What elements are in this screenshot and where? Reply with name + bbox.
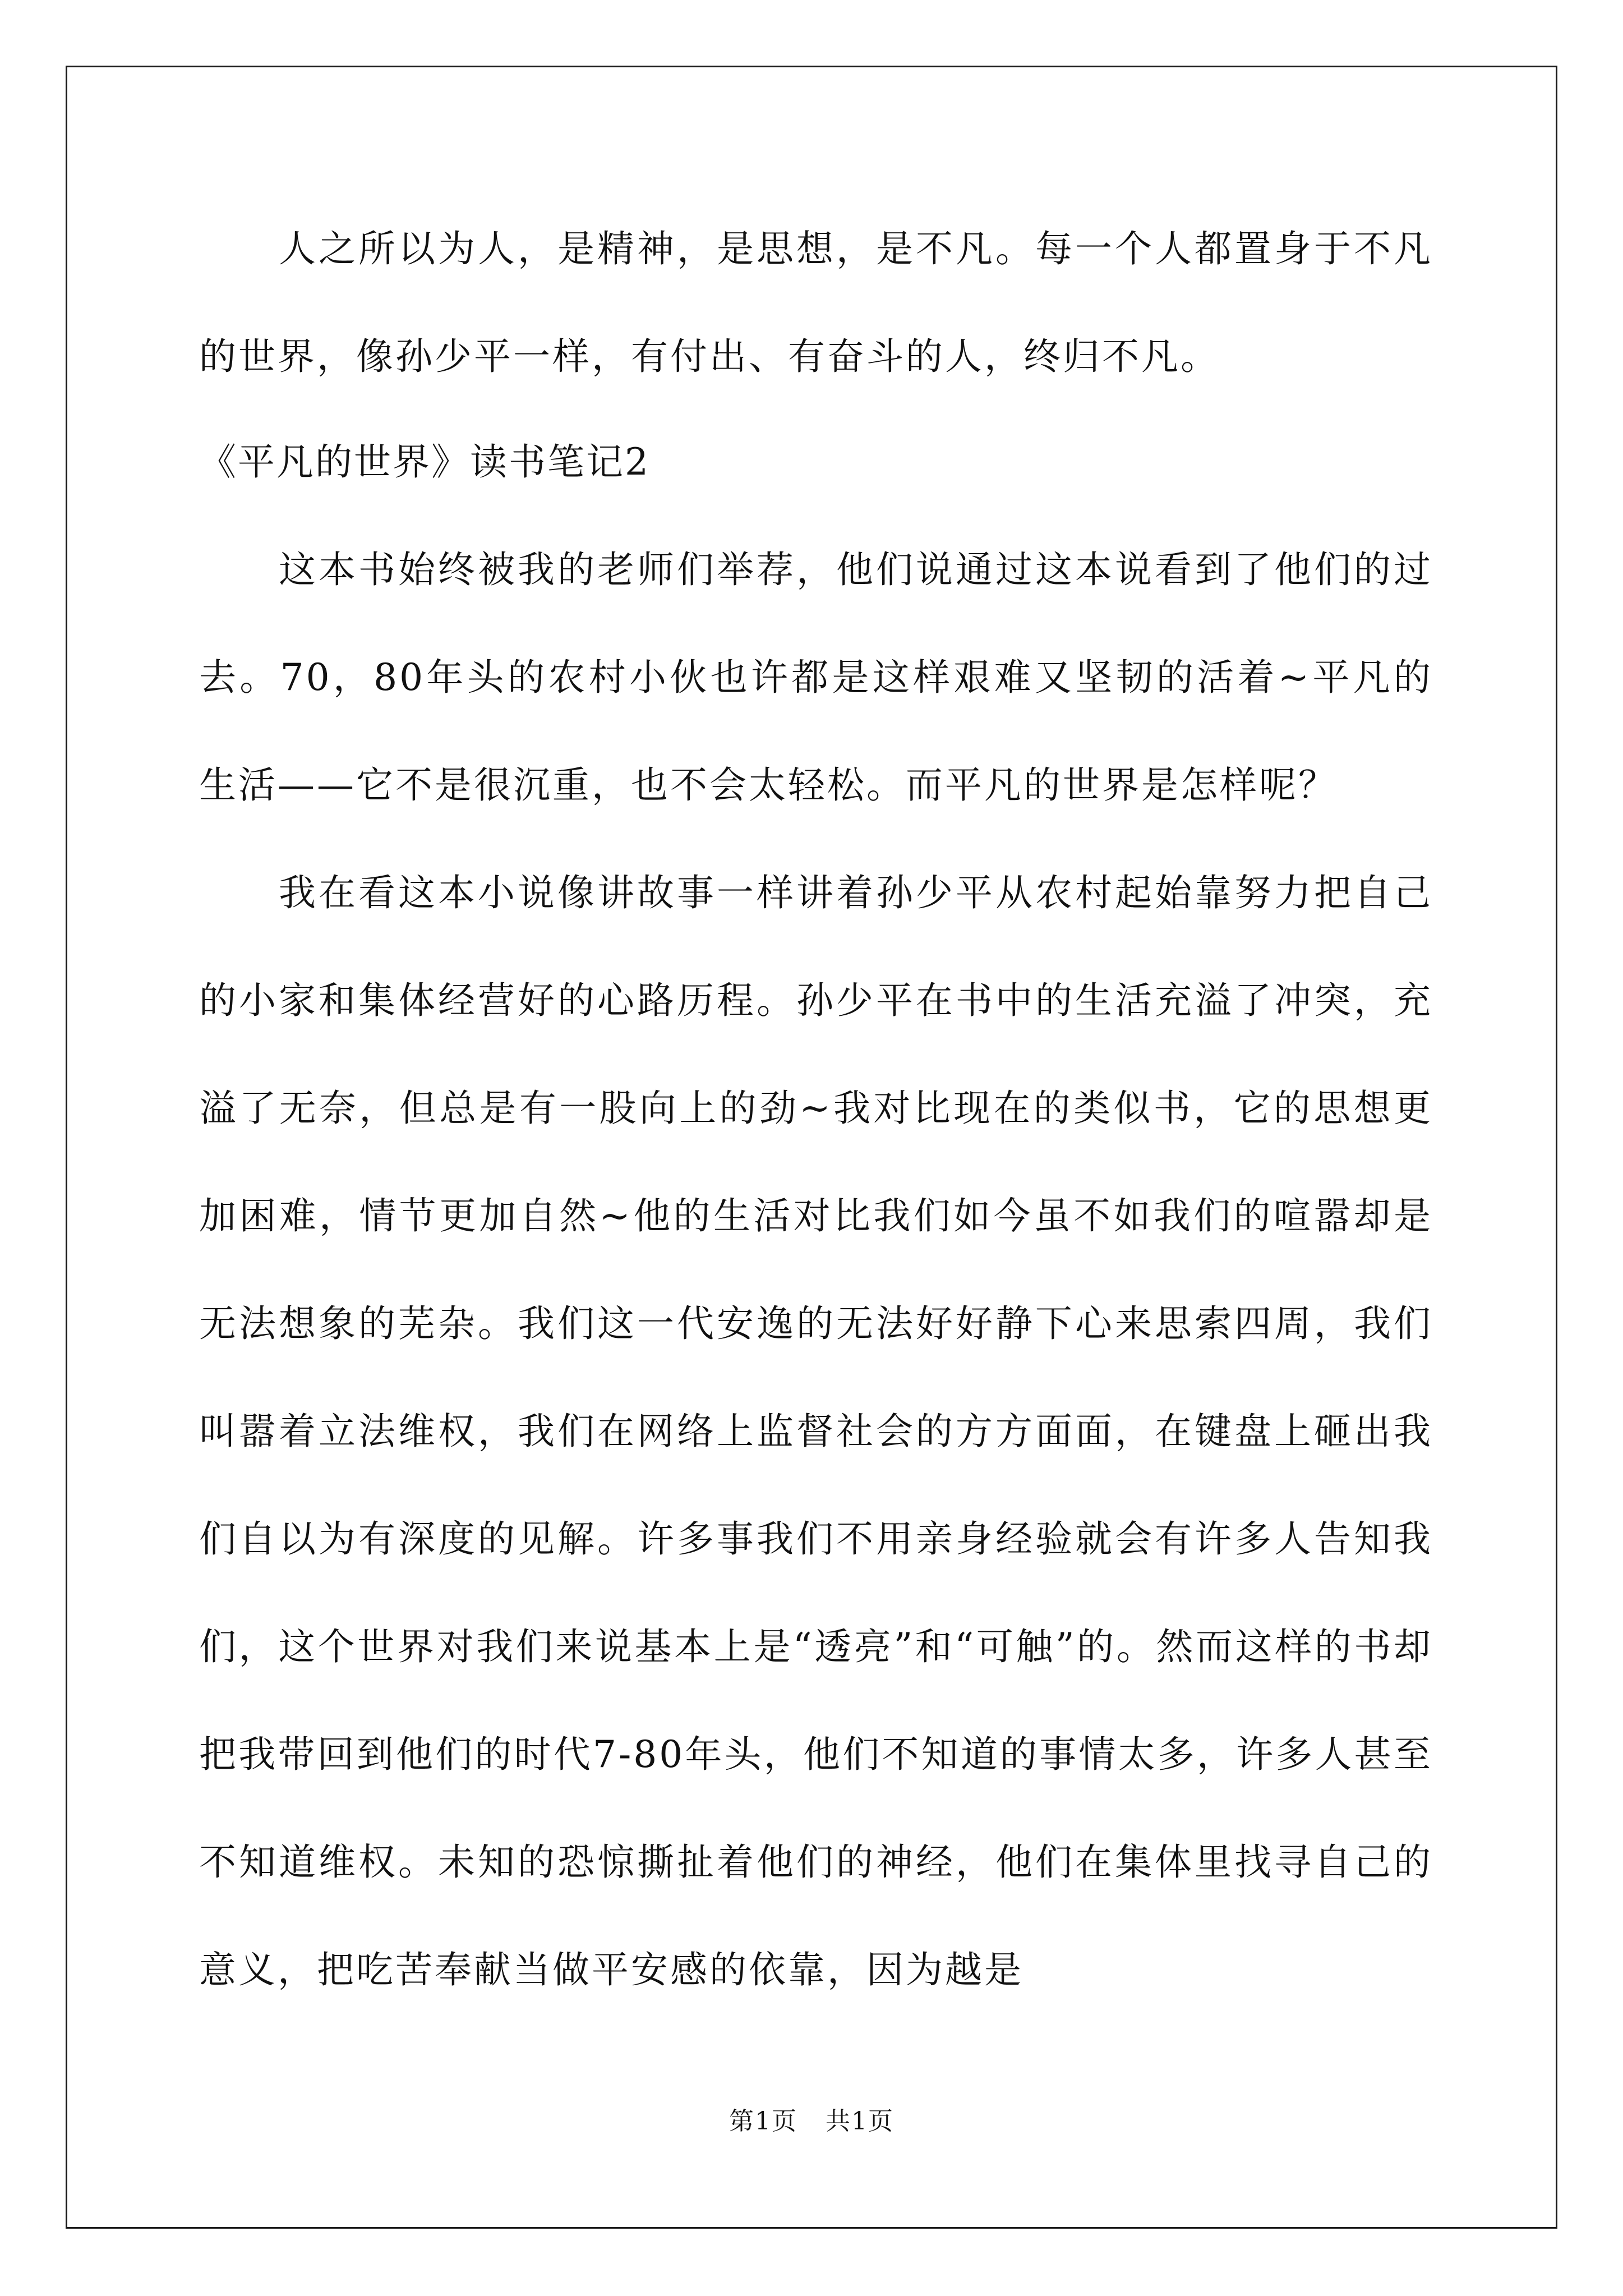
section-heading: 《平凡的世界》读书笔记2 — [199, 440, 650, 484]
paragraph-book-recommendation: 这本书始终被我的老师们举荐，他们说通过这本说看到了他们的过去。70，80年头的农村小伙也许都是这样艰难又坚韧的活着~平凡的生活——它不是很沉重，也不会太轻松。而平凡的世界是怎样呢？ — [199, 548, 1433, 807]
page-number-total: 共1页 — [826, 2107, 894, 2136]
page-number-current: 第1页 — [729, 2107, 797, 2136]
paragraph-reading-reflection: 我在看这本小说像讲故事一样讲着孙少平从农村起始靠努力把自己的小家和集体经营好的心路历程。孙少平在书中的生活充溢了冲突，充溢了无奈，但总是有一股向上的劲~我对比现在的类似书，它的思想更加困难，情节更加自然~他的生活对比我们如今虽不如我们的喧嚣却是无法想象的芜杂。我们这一代安逸的无法好好静下心来思索四周，我们叫嚣着立法维权，我们在网络上监督社会的方方面面，在键盘上砸出我们自以为有深度的见解。许多事我们不用亲身经验就会有许多人告知我们，这个世界对我们来说基本上是“透亮”和“可触”的。然而这样的书却把我带回到他们的时代7-80年头，他们不知道的事情太多，许多人甚至不知道维权。未知的恐惊撕扯着他们的神经，他们在集体里找寻自己的意义，把吃苦奉献当做平安感的依靠，因为越是 — [199, 871, 1433, 1991]
page-footer — [0, 2101, 1623, 2137]
paragraph-intro: 人之所以为人，是精神，是思想，是不凡。每一个人都置身于不凡的世界，像孙少平一样，有付出、有奋斗的人，终归不凡。 — [199, 227, 1433, 378]
